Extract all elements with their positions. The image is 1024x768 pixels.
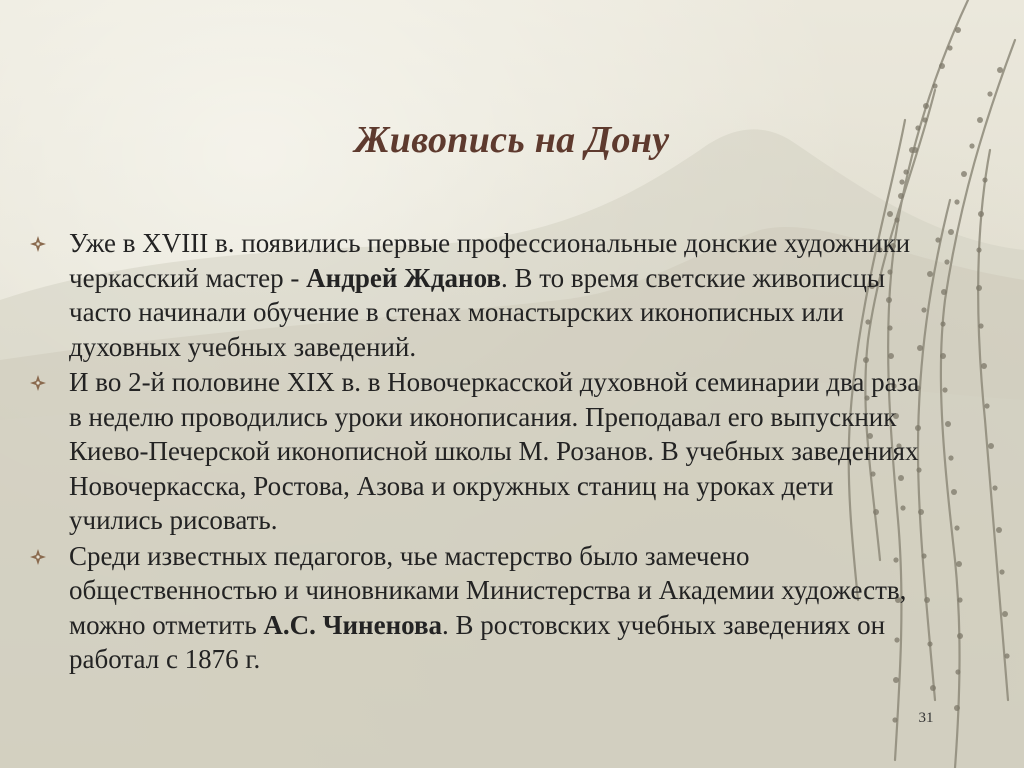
artist-name-zhdanov: Андрей Жданов [306, 262, 501, 293]
bullet-text-before: Среди известных педагогов, чье мастерство было замечено общественностью и чиновниками Министерства и Академии художеств, можно отметить [69, 540, 907, 640]
page-number: 31 [918, 710, 934, 726]
four-point-star-icon [30, 236, 46, 252]
bullet-item-2 [30, 365, 930, 538]
artist-name-chinenov: А.С. Чиненова [263, 609, 443, 640]
slide-title: Живопись на Дону [354, 119, 670, 161]
bullet-item-1 [30, 226, 930, 364]
bullet-item-3 [30, 539, 930, 677]
bullet-text-after: . В ростовских учебных заведениях он работал с 1876 г. [69, 609, 886, 674]
bullet-list [30, 226, 930, 678]
bullet-text: И во 2-й половине XIX в. в Новочеркасской духовной семинарии два раза в неделю проводились уроки иконописания. Преподавал его выпускник Киево-Печерской иконописной школы М. Розанов. В учебных заведениях Новочеркасска, Ростова, Азова и окружных станиц на уроках дети учились рисовать. [69, 367, 920, 535]
bullet-text-before: Уже в XVIII в. появились первые профессиональные донские художники черкасский мастер - [69, 228, 911, 293]
four-point-star-icon [30, 375, 46, 391]
four-point-star-icon [30, 549, 46, 565]
bullet-text-after: . В то время светские живописцы часто начинали обучение в стенах монастырских иконописных или духовных учебных заведений. [69, 262, 886, 362]
